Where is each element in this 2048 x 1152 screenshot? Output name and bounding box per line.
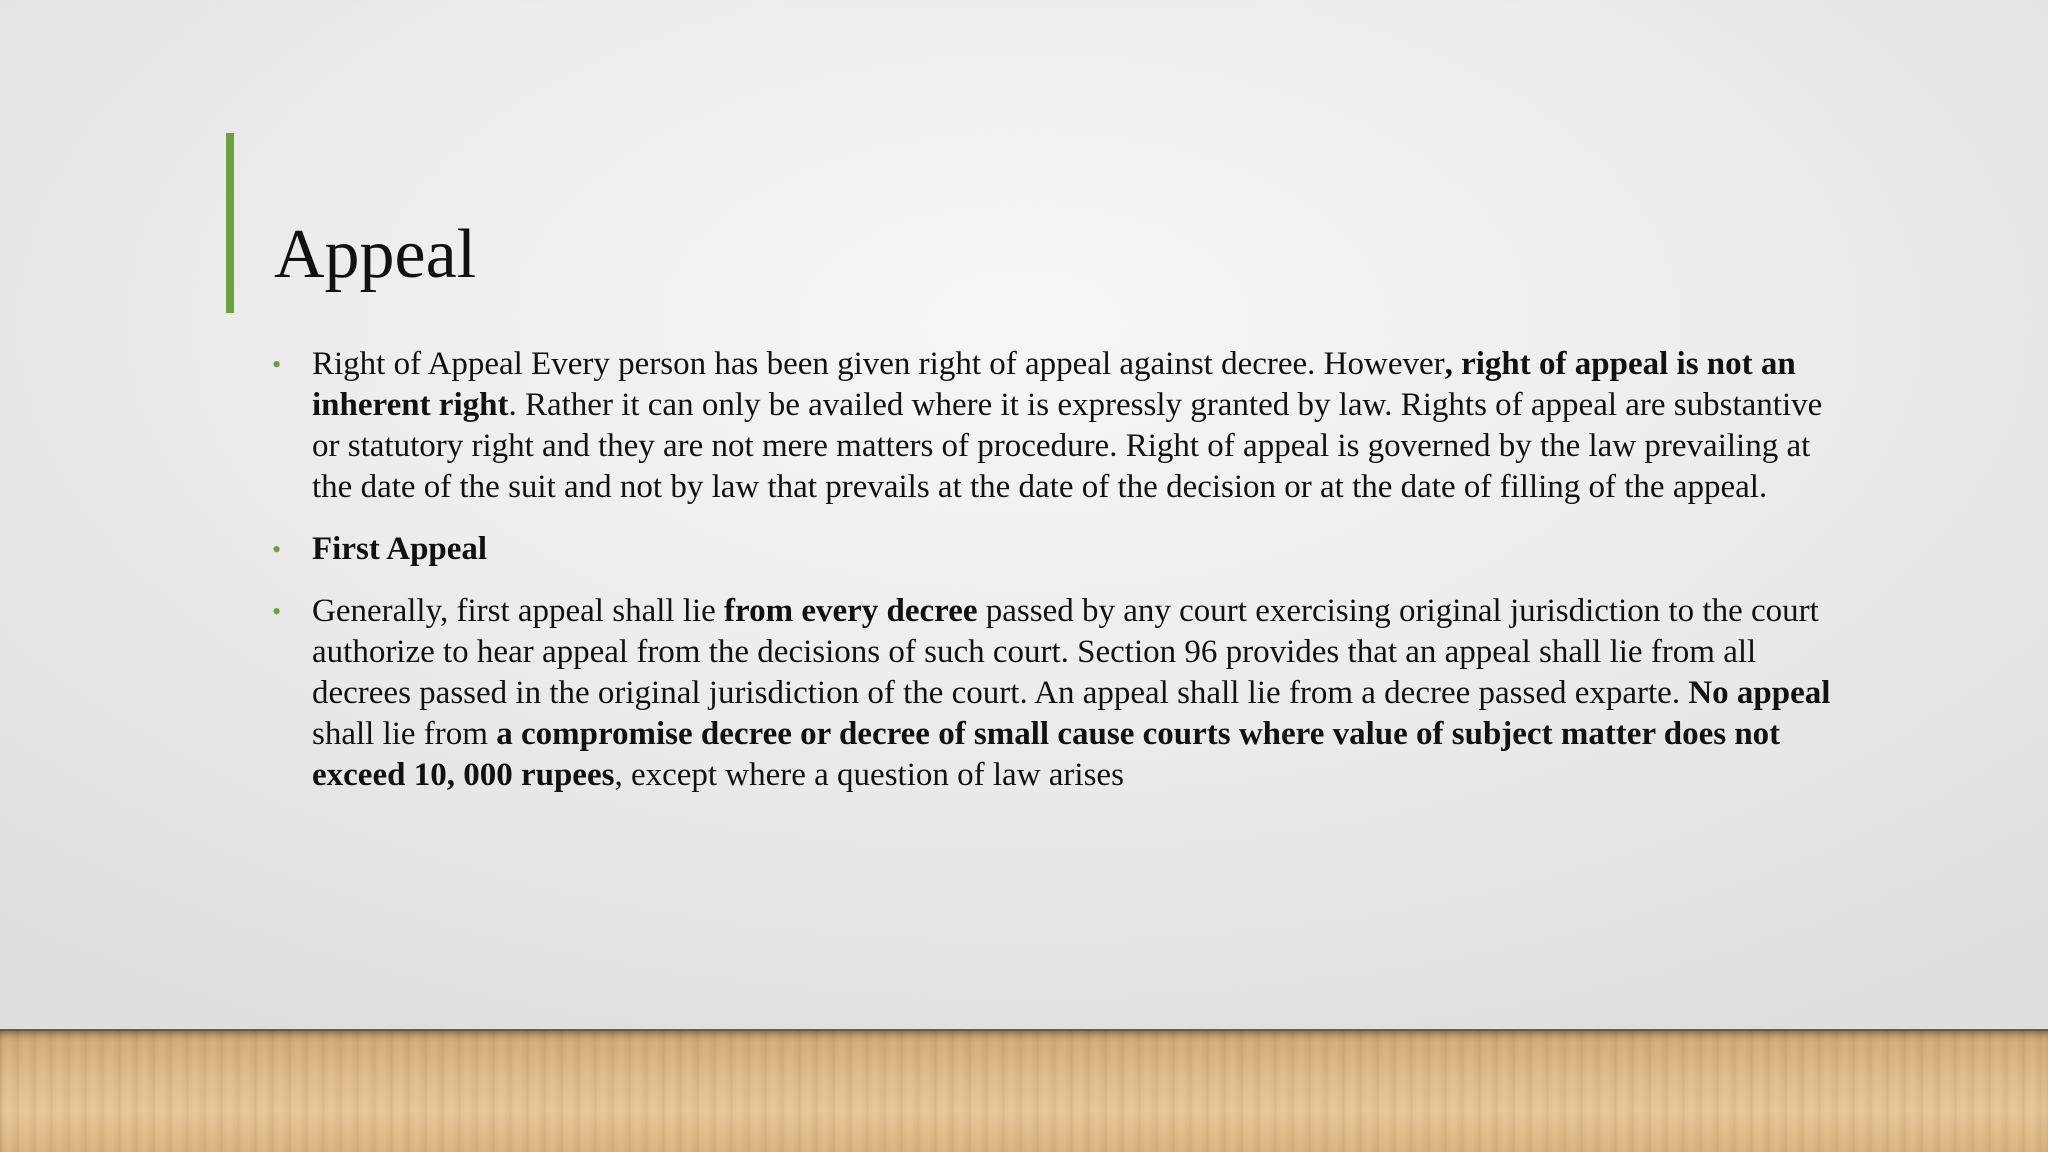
bullet-text-segment-bold: , right of appeal is not an inherent right <box>312 346 1796 423</box>
bullet-text-segment: Generally, first appeal shall lie <box>312 593 725 629</box>
bullet-text-segment: , except where a question of law arises <box>614 757 1124 793</box>
bullet-text-segment: . Rather it can only be availed where it is expressly granted by law. Rights of appeal are substantive or statutory right and they are not mere matters of procedure. Right of appeal is governed by the law prevailing at the date of the suit and not by law that prevails at the date of the decision or at the date of filling of the appeal. <box>312 387 1823 505</box>
bullet-icon: • <box>272 535 282 564</box>
title-accent-bar <box>226 133 234 313</box>
wood-floor-background <box>0 1029 2048 1152</box>
bullet-list <box>268 344 1848 817</box>
bullet-text-segment-bold: No appeal <box>1688 675 1831 711</box>
slide-title: Appeal <box>274 216 477 293</box>
bullet-item-right-of-appeal <box>268 344 1848 508</box>
bullet-text-segment: passed by any court exercising original jurisdiction to the court authorize to hear appeal from the decisions of such court. Section 96 provides that an appeal shall lie from all decrees passed in the original jurisdiction of the court. An appeal shall lie from a decree passed exparte. <box>312 593 1819 711</box>
bullet-text-segment: shall lie from <box>312 716 497 752</box>
bullet-icon: • <box>272 350 282 379</box>
bullet-item-first-appeal <box>268 529 1848 570</box>
bullet-text-segment-bold: from every decree <box>724 593 978 629</box>
bullet-icon: • <box>272 597 282 626</box>
bullet-text-segment-bold: First Appeal <box>312 531 488 567</box>
bullet-text-segment: Right of Appeal Every person has been given right of appeal against decree. However <box>312 346 1445 382</box>
bullet-item-general-first-appeal <box>268 591 1848 796</box>
bullet-text-segment-bold: a compromise decree or decree of small cause courts where value of subject matter does not exceed 10, 000 rupees <box>312 716 1781 793</box>
